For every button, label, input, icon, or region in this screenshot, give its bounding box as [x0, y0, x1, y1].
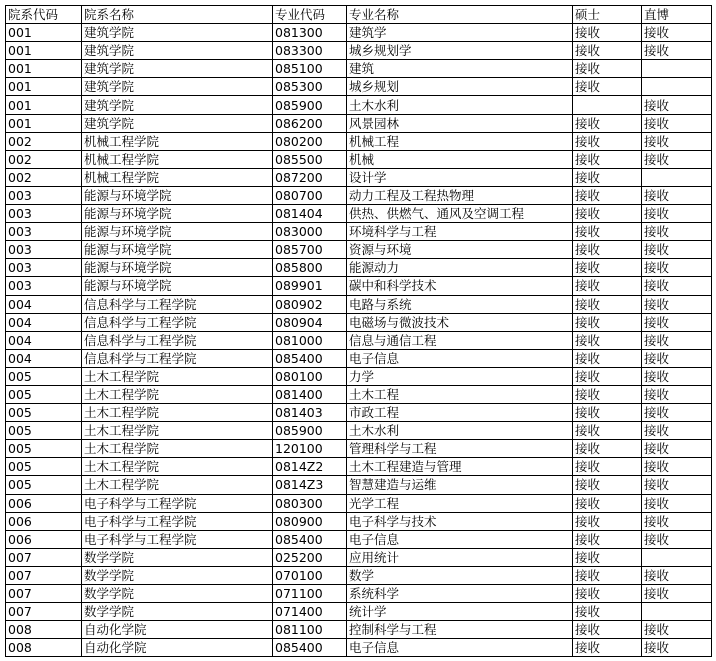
table-row — [6, 476, 712, 494]
direct-phd-cell: 接收 — [642, 440, 712, 458]
dept-name-cell: 土木工程学院 — [82, 476, 273, 494]
major-name-cell: 风景园林 — [347, 114, 573, 132]
dept-code-cell: 002 — [6, 150, 82, 168]
header-master: 硕士 — [573, 6, 642, 24]
major-name-cell: 城乡规划 — [347, 78, 573, 96]
dept-name-cell: 信息科学与工程学院 — [82, 331, 273, 349]
major-name-cell: 电子信息 — [347, 349, 573, 367]
direct-phd-cell: 接收 — [642, 385, 712, 403]
major-code-cell: 120100 — [273, 440, 347, 458]
dept-code-cell: 003 — [6, 205, 82, 223]
table-row — [6, 132, 712, 150]
dept-code-cell: 007 — [6, 548, 82, 566]
master-cell: 接收 — [573, 60, 642, 78]
table-row — [6, 168, 712, 186]
major-code-cell: 071400 — [273, 603, 347, 621]
major-name-cell: 能源动力 — [347, 259, 573, 277]
direct-phd-cell: 接收 — [642, 639, 712, 657]
major-name-cell: 应用统计 — [347, 548, 573, 566]
master-cell: 接收 — [573, 458, 642, 476]
dept-name-cell: 电子科学与工程学院 — [82, 530, 273, 548]
major-name-cell: 电子信息 — [347, 639, 573, 657]
master-cell: 接收 — [573, 422, 642, 440]
master-cell: 接收 — [573, 168, 642, 186]
major-name-cell: 设计学 — [347, 168, 573, 186]
major-code-cell: 025200 — [273, 548, 347, 566]
major-name-cell: 土木工程 — [347, 385, 573, 403]
dept-name-cell: 土木工程学院 — [82, 367, 273, 385]
major-name-cell: 动力工程及工程热物理 — [347, 186, 573, 204]
direct-phd-cell: 接收 — [642, 566, 712, 584]
master-cell: 接收 — [573, 42, 642, 60]
major-code-cell: 080904 — [273, 313, 347, 331]
table-row — [6, 259, 712, 277]
table-row — [6, 367, 712, 385]
direct-phd-cell: 接收 — [642, 458, 712, 476]
dept-code-cell: 002 — [6, 132, 82, 150]
dept-name-cell: 能源与环境学院 — [82, 241, 273, 259]
master-cell: 接收 — [573, 78, 642, 96]
major-code-cell: 085500 — [273, 150, 347, 168]
dept-code-cell: 005 — [6, 404, 82, 422]
direct-phd-cell: 接收 — [642, 295, 712, 313]
table-row — [6, 566, 712, 584]
master-cell: 接收 — [573, 313, 642, 331]
direct-phd-cell: 接收 — [642, 277, 712, 295]
master-cell: 接收 — [573, 548, 642, 566]
direct-phd-cell: 接收 — [642, 331, 712, 349]
direct-phd-cell: 接收 — [642, 621, 712, 639]
dept-name-cell: 自动化学院 — [82, 639, 273, 657]
major-code-cell: 085400 — [273, 530, 347, 548]
dept-code-cell: 003 — [6, 259, 82, 277]
dept-code-cell: 008 — [6, 639, 82, 657]
direct-phd-cell: 接收 — [642, 186, 712, 204]
dept-code-cell: 006 — [6, 530, 82, 548]
major-code-cell: 081400 — [273, 385, 347, 403]
table-row — [6, 512, 712, 530]
dept-code-cell: 001 — [6, 60, 82, 78]
dept-name-cell: 信息科学与工程学院 — [82, 295, 273, 313]
major-name-cell: 机械 — [347, 150, 573, 168]
direct-phd-cell: 接收 — [642, 205, 712, 223]
major-name-cell: 机械工程 — [347, 132, 573, 150]
dept-code-cell: 007 — [6, 603, 82, 621]
master-cell: 接收 — [573, 223, 642, 241]
dept-code-cell: 002 — [6, 168, 82, 186]
direct-phd-cell: 接收 — [642, 313, 712, 331]
major-code-cell: 080300 — [273, 494, 347, 512]
major-name-cell: 建筑 — [347, 60, 573, 78]
dept-name-cell: 数学学院 — [82, 585, 273, 603]
major-code-cell: 085300 — [273, 78, 347, 96]
master-cell: 接收 — [573, 385, 642, 403]
master-cell — [573, 96, 642, 114]
direct-phd-cell: 接收 — [642, 530, 712, 548]
major-code-cell: 085400 — [273, 349, 347, 367]
master-cell: 接收 — [573, 512, 642, 530]
major-name-cell: 资源与环境 — [347, 241, 573, 259]
dept-name-cell: 建筑学院 — [82, 60, 273, 78]
master-cell: 接收 — [573, 205, 642, 223]
major-code-cell: 081404 — [273, 205, 347, 223]
dept-name-cell: 能源与环境学院 — [82, 186, 273, 204]
header-dept-code: 院系代码 — [6, 6, 82, 24]
dept-name-cell: 机械工程学院 — [82, 132, 273, 150]
table-body — [6, 24, 712, 657]
table-row — [6, 530, 712, 548]
dept-name-cell: 数学学院 — [82, 548, 273, 566]
direct-phd-cell: 接收 — [642, 132, 712, 150]
dept-code-cell: 003 — [6, 277, 82, 295]
dept-name-cell: 电子科学与工程学院 — [82, 512, 273, 530]
dept-code-cell: 004 — [6, 331, 82, 349]
major-code-cell: 081000 — [273, 331, 347, 349]
major-name-cell: 信息与通信工程 — [347, 331, 573, 349]
major-name-cell: 数学 — [347, 566, 573, 584]
direct-phd-cell: 接收 — [642, 422, 712, 440]
master-cell: 接收 — [573, 440, 642, 458]
major-name-cell: 电磁场与微波技术 — [347, 313, 573, 331]
table-row — [6, 603, 712, 621]
direct-phd-cell: 接收 — [642, 150, 712, 168]
dept-name-cell: 能源与环境学院 — [82, 259, 273, 277]
dept-name-cell: 能源与环境学院 — [82, 223, 273, 241]
major-name-cell: 供热、供燃气、通风及空调工程 — [347, 205, 573, 223]
direct-phd-cell: 接收 — [642, 512, 712, 530]
table-row — [6, 223, 712, 241]
major-code-cell: 085700 — [273, 241, 347, 259]
major-code-cell: 071100 — [273, 585, 347, 603]
major-code-cell: 080900 — [273, 512, 347, 530]
direct-phd-cell: 接收 — [642, 259, 712, 277]
table-row — [6, 42, 712, 60]
dept-code-cell: 004 — [6, 295, 82, 313]
master-cell: 接收 — [573, 277, 642, 295]
table-row — [6, 150, 712, 168]
major-name-cell: 力学 — [347, 367, 573, 385]
major-name-cell: 城乡规划学 — [347, 42, 573, 60]
dept-name-cell: 机械工程学院 — [82, 168, 273, 186]
master-cell: 接收 — [573, 585, 642, 603]
header-direct-phd: 直博 — [642, 6, 712, 24]
dept-name-cell: 能源与环境学院 — [82, 205, 273, 223]
dept-name-cell: 建筑学院 — [82, 24, 273, 42]
dept-code-cell: 006 — [6, 494, 82, 512]
table-row — [6, 458, 712, 476]
major-name-cell: 土木水利 — [347, 422, 573, 440]
direct-phd-cell: 接收 — [642, 585, 712, 603]
master-cell: 接收 — [573, 367, 642, 385]
major-name-cell: 系统科学 — [347, 585, 573, 603]
dept-code-cell: 005 — [6, 458, 82, 476]
major-code-cell: 080200 — [273, 132, 347, 150]
header-row — [6, 6, 712, 24]
dept-name-cell: 数学学院 — [82, 566, 273, 584]
major-name-cell: 统计学 — [347, 603, 573, 621]
direct-phd-cell — [642, 168, 712, 186]
dept-code-cell: 007 — [6, 566, 82, 584]
dept-code-cell: 001 — [6, 96, 82, 114]
header-major-code: 专业代码 — [273, 6, 347, 24]
dept-name-cell: 建筑学院 — [82, 42, 273, 60]
table-row — [6, 440, 712, 458]
dept-name-cell: 建筑学院 — [82, 96, 273, 114]
master-cell: 接收 — [573, 639, 642, 657]
dept-code-cell: 001 — [6, 42, 82, 60]
table-row — [6, 548, 712, 566]
dept-name-cell: 土木工程学院 — [82, 404, 273, 422]
major-name-cell: 控制科学与工程 — [347, 621, 573, 639]
master-cell: 接收 — [573, 150, 642, 168]
table-row — [6, 114, 712, 132]
master-cell: 接收 — [573, 186, 642, 204]
direct-phd-cell: 接收 — [642, 241, 712, 259]
direct-phd-cell: 接收 — [642, 476, 712, 494]
major-code-cell: 085900 — [273, 96, 347, 114]
major-name-cell: 智慧建造与运维 — [347, 476, 573, 494]
dept-name-cell: 土木工程学院 — [82, 440, 273, 458]
major-code-cell: 081300 — [273, 24, 347, 42]
direct-phd-cell: 接收 — [642, 404, 712, 422]
major-name-cell: 光学工程 — [347, 494, 573, 512]
table-row — [6, 241, 712, 259]
dept-name-cell: 机械工程学院 — [82, 150, 273, 168]
major-code-cell: 080902 — [273, 295, 347, 313]
major-name-cell: 管理科学与工程 — [347, 440, 573, 458]
master-cell: 接收 — [573, 241, 642, 259]
direct-phd-cell: 接收 — [642, 223, 712, 241]
dept-name-cell: 信息科学与工程学院 — [82, 349, 273, 367]
major-code-cell: 080700 — [273, 186, 347, 204]
table-row — [6, 639, 712, 657]
direct-phd-cell: 接收 — [642, 494, 712, 512]
master-cell: 接收 — [573, 24, 642, 42]
major-name-cell: 市政工程 — [347, 404, 573, 422]
master-cell: 接收 — [573, 404, 642, 422]
dept-code-cell: 006 — [6, 512, 82, 530]
table-row — [6, 349, 712, 367]
major-code-cell: 0814Z3 — [273, 476, 347, 494]
table-row — [6, 78, 712, 96]
master-cell: 接收 — [573, 349, 642, 367]
dept-name-cell: 土木工程学院 — [82, 458, 273, 476]
table-row — [6, 24, 712, 42]
major-name-cell: 电路与系统 — [347, 295, 573, 313]
dept-code-cell: 005 — [6, 385, 82, 403]
master-cell: 接收 — [573, 530, 642, 548]
dept-code-cell: 005 — [6, 440, 82, 458]
dept-code-cell: 001 — [6, 114, 82, 132]
dept-code-cell: 003 — [6, 241, 82, 259]
major-name-cell: 建筑学 — [347, 24, 573, 42]
dept-code-cell: 005 — [6, 422, 82, 440]
major-code-cell: 087200 — [273, 168, 347, 186]
dept-code-cell: 004 — [6, 313, 82, 331]
major-name-cell: 碳中和科学技术 — [347, 277, 573, 295]
dept-name-cell: 建筑学院 — [82, 114, 273, 132]
dept-code-cell: 008 — [6, 621, 82, 639]
table-row — [6, 494, 712, 512]
direct-phd-cell: 接收 — [642, 114, 712, 132]
major-code-cell: 089901 — [273, 277, 347, 295]
master-cell: 接收 — [573, 295, 642, 313]
major-code-cell: 085400 — [273, 639, 347, 657]
master-cell: 接收 — [573, 331, 642, 349]
dept-code-cell: 003 — [6, 186, 82, 204]
programs-table — [5, 5, 712, 657]
master-cell: 接收 — [573, 621, 642, 639]
major-code-cell: 085100 — [273, 60, 347, 78]
dept-code-cell: 005 — [6, 367, 82, 385]
table-row — [6, 331, 712, 349]
direct-phd-cell — [642, 603, 712, 621]
dept-name-cell: 土木工程学院 — [82, 422, 273, 440]
dept-name-cell: 数学学院 — [82, 603, 273, 621]
major-name-cell: 电子科学与技术 — [347, 512, 573, 530]
direct-phd-cell: 接收 — [642, 367, 712, 385]
direct-phd-cell: 接收 — [642, 42, 712, 60]
direct-phd-cell — [642, 60, 712, 78]
major-name-cell: 土木工程建造与管理 — [347, 458, 573, 476]
master-cell: 接收 — [573, 476, 642, 494]
dept-name-cell: 能源与环境学院 — [82, 277, 273, 295]
table-row — [6, 422, 712, 440]
header-major-name: 专业名称 — [347, 6, 573, 24]
direct-phd-cell: 接收 — [642, 24, 712, 42]
table-row — [6, 205, 712, 223]
table-row — [6, 295, 712, 313]
dept-name-cell: 信息科学与工程学院 — [82, 313, 273, 331]
table-row — [6, 313, 712, 331]
table-row — [6, 585, 712, 603]
direct-phd-cell — [642, 548, 712, 566]
direct-phd-cell — [642, 78, 712, 96]
dept-code-cell: 001 — [6, 78, 82, 96]
major-code-cell: 081100 — [273, 621, 347, 639]
dept-code-cell: 003 — [6, 223, 82, 241]
major-code-cell: 070100 — [273, 566, 347, 584]
table-row — [6, 404, 712, 422]
table-row — [6, 385, 712, 403]
master-cell: 接收 — [573, 132, 642, 150]
table-row — [6, 60, 712, 78]
major-code-cell: 085900 — [273, 422, 347, 440]
direct-phd-cell: 接收 — [642, 96, 712, 114]
master-cell: 接收 — [573, 114, 642, 132]
master-cell: 接收 — [573, 603, 642, 621]
dept-name-cell: 电子科学与工程学院 — [82, 494, 273, 512]
major-name-cell: 环境科学与工程 — [347, 223, 573, 241]
major-code-cell: 080100 — [273, 367, 347, 385]
table-row — [6, 277, 712, 295]
direct-phd-cell: 接收 — [642, 349, 712, 367]
dept-code-cell: 004 — [6, 349, 82, 367]
major-code-cell: 086200 — [273, 114, 347, 132]
dept-code-cell: 005 — [6, 476, 82, 494]
table-row — [6, 621, 712, 639]
dept-name-cell: 自动化学院 — [82, 621, 273, 639]
major-name-cell: 电子信息 — [347, 530, 573, 548]
major-code-cell: 085800 — [273, 259, 347, 277]
table-row — [6, 96, 712, 114]
major-name-cell: 土木水利 — [347, 96, 573, 114]
major-code-cell: 083300 — [273, 42, 347, 60]
dept-code-cell: 007 — [6, 585, 82, 603]
master-cell: 接收 — [573, 259, 642, 277]
dept-name-cell: 土木工程学院 — [82, 385, 273, 403]
dept-name-cell: 建筑学院 — [82, 78, 273, 96]
major-code-cell: 0814Z2 — [273, 458, 347, 476]
dept-code-cell: 001 — [6, 24, 82, 42]
table-row — [6, 186, 712, 204]
master-cell: 接收 — [573, 566, 642, 584]
master-cell: 接收 — [573, 494, 642, 512]
major-code-cell: 083000 — [273, 223, 347, 241]
header-dept-name: 院系名称 — [82, 6, 273, 24]
major-code-cell: 081403 — [273, 404, 347, 422]
